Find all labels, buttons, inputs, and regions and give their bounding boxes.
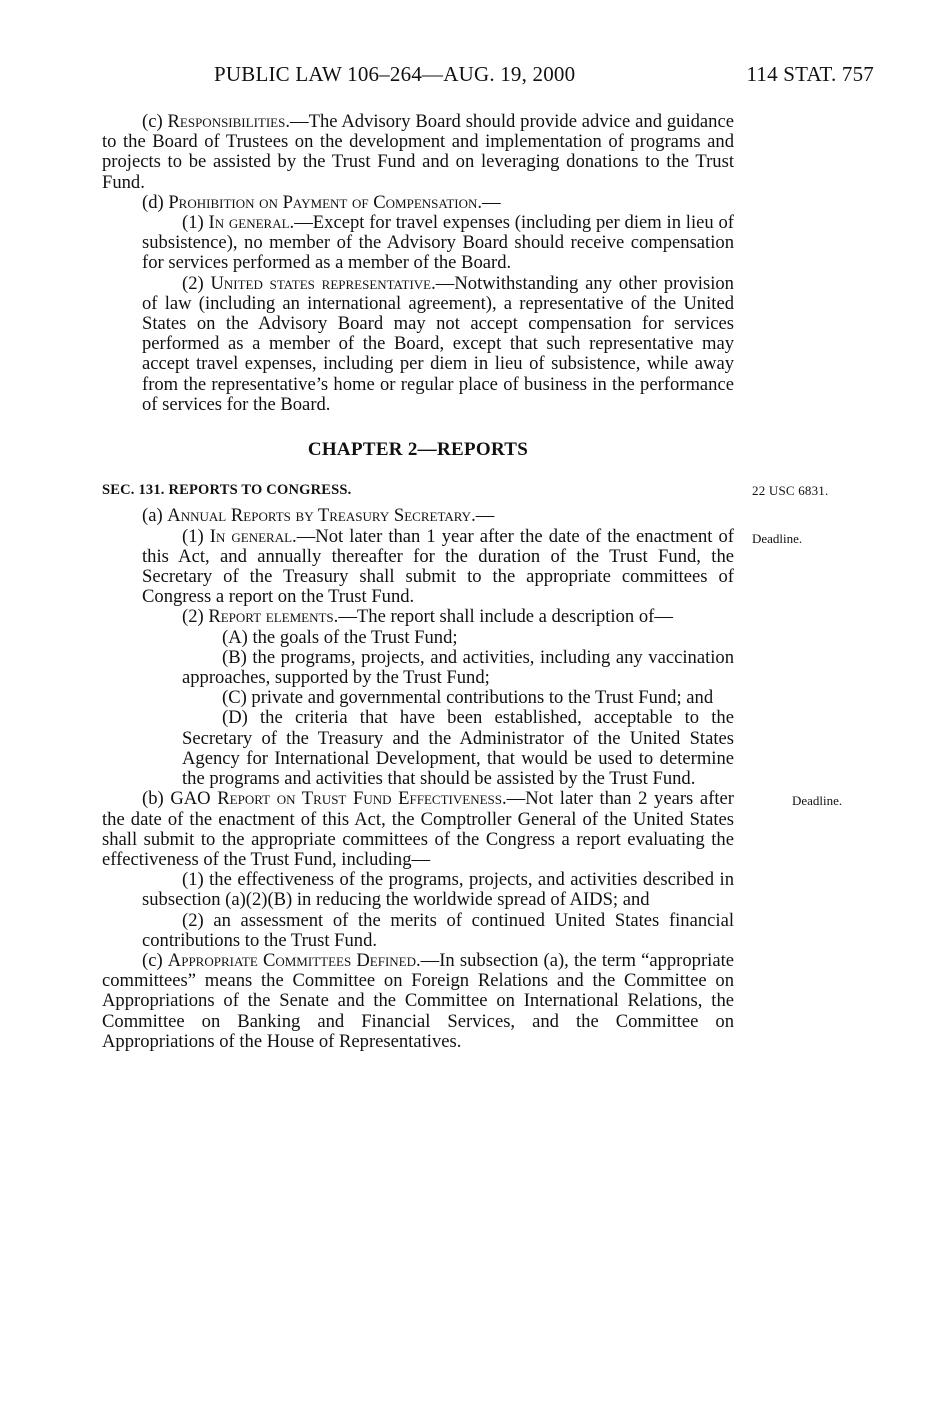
paragraph-a2-report-elements [102, 607, 734, 627]
paragraph-b2-assessment: (2) an assessment of the merits of continued United States financial contributions to the Trust Fund. [142, 909, 734, 951]
section-131-heading [102, 480, 829, 500]
paragraph-text: .—Except for travel expenses (including per diem in lieu of subsistence), no member of the Advisory Board should receive compensation for services performed as a member of the Board. [142, 212, 734, 274]
element-a-goals: (A) the goals of the Trust Fund; [222, 626, 458, 648]
subsection-tail: .— [477, 191, 501, 213]
section-heading-text: SEC. 131. REPORTS TO CONGRESS. [102, 482, 352, 499]
paragraph-heading: Report elements [208, 606, 334, 628]
subsection-b-gao-report [102, 788, 843, 870]
body-text [102, 111, 843, 1052]
deadline-note: Deadline. [792, 793, 843, 809]
subsection-text: .—In subsection (a), the term “appropriate committees” means the Committee on Foreign Relations and the Committee on Appropriations of the Senate and the Committee on International Relations, the Committee on Banking and Financial Services, and the Committee on Appropriations of the House of Representatives. [102, 949, 734, 1052]
usc-citation-note: 22 USC 6831. [752, 483, 829, 499]
subsection-tail: .— [471, 505, 495, 527]
subsection-heading: Appropriate Committees Defined [167, 949, 416, 971]
paragraph-d2-us-representative [102, 274, 734, 415]
element-b-programs: (B) the programs, projects, and activities, including any vaccination approaches, supported by the Trust Fund; [182, 646, 734, 689]
paragraph-text: .—Not later than 1 year after the date of the enactment of this Act, and annually thereafter for the duration of the Trust Fund, the Secretary of the Treasury shall submit to the appropriate committees of Congress a report on the Trust Fund. [142, 525, 734, 608]
subsection-label: (c) [142, 949, 168, 971]
running-head-title: PUBLIC LAW 106–264—AUG. 19, 2000 [214, 62, 576, 86]
subsection-heading: Responsibilities [167, 111, 286, 132]
paragraph-label: (2) [182, 606, 209, 628]
subsection-label: (c) [142, 111, 168, 132]
paragraph-heading: In general [209, 525, 293, 547]
paragraph-label: (2) [182, 272, 211, 294]
paragraph-heading: United states representative [210, 272, 432, 294]
paragraph-a1-in-general [102, 525, 803, 608]
subsection-heading: Annual Reports by Treasury Secretary [167, 505, 472, 527]
subsection-label: (d) [142, 191, 169, 213]
running-head [102, 62, 874, 90]
paragraph-label: (1) [182, 525, 210, 547]
paragraph-b1-effectiveness: (1) the effectiveness of the programs, projects, and activities described in subsection (a)(2)(B) in reducing the worldwide spread of AIDS; and [142, 869, 734, 911]
subsection-heading: GAO Report on Trust Fund Effectiveness [170, 788, 502, 810]
paragraph-label: (1) [182, 212, 209, 234]
subsection-text: .—Not later than 2 years after the date of the enactment of this Act, the Comptroller General of the United States shall submit to the appropriate committees of the Congress a report evaluating the effectiveness of the Trust Fund, including— [102, 788, 734, 870]
subsection-d-prohibition [102, 193, 734, 213]
element-c-contributions: (C) private and governmental contributions to the Trust Fund; and [222, 687, 714, 709]
subsection-c-responsibilities [102, 112, 734, 193]
subsection-text: .—The Advisory Board should provide advice and guidance to the Board of Trustees on the development and implementation of programs and projects to be assisted by the Trust Fund and on leveraging donations to the Trust Fund. [102, 111, 734, 193]
subsection-label: (b) [142, 788, 171, 810]
subsection-heading: Prohibition on Payment of Compensation [168, 191, 478, 213]
subsection-a-annual-reports [102, 506, 734, 526]
paragraph-text: .—The report shall include a description of— [333, 606, 673, 628]
chapter-heading: CHAPTER 2—REPORTS [307, 439, 529, 461]
paragraph-text: .—Notwithstanding any other provision of law (including an international agreement), a representative of the United States on the Advisory Board may not accept compensation for services performed as a member of the Board, except that such representative may accept travel expenses, including per diem in lieu of subsistence, while away from the representative’s home or regular place of business in the performance of services for the Board. [142, 272, 734, 415]
subsection-label: (a) [142, 505, 168, 527]
paragraph-d1-in-general [102, 213, 734, 274]
subsection-c-appropriate-committees [102, 951, 734, 1052]
element-d-criteria: (D) the criteria that have been established, acceptable to the Secretary of the Treasury and the Administrator of the United States Agency for International Development, that would be used to determine the programs and activities that should be assisted by the Trust Fund. [182, 707, 734, 790]
stat-page-number: 114 STAT. 757 [746, 62, 874, 86]
paragraph-heading: In general [208, 212, 290, 234]
deadline-note: Deadline. [752, 530, 803, 546]
